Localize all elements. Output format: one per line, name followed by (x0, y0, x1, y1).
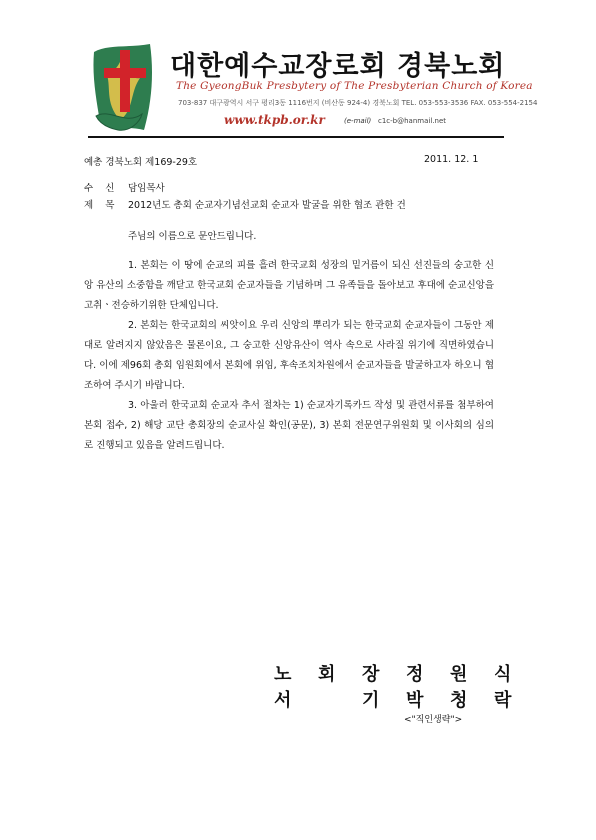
organization-english-name: The GyeongBuk Presbytery of The Presbyterian Church of Korea (176, 80, 533, 92)
body-text (84, 256, 494, 456)
greeting: 주님의 이름으로 문안드립니다. (128, 231, 257, 242)
recipient-label: 수 신 (84, 183, 115, 194)
seal-omitted-note: <"직인생략"> (404, 715, 463, 725)
signature-char: 기 (362, 690, 380, 711)
presbytery-logo (90, 42, 162, 134)
email-link[interactable]: c1c-b@hanmail.net (378, 117, 446, 125)
signature-char: 장 (362, 664, 380, 685)
paragraph-1: 1. 본회는 이 땅에 순교의 피를 흘려 한국교회 성장의 밑거름이 되신 선진들의 숭고한 신앙 유산의 소중함을 깨닫고 한국교회 순교자들을 기념하며 그 유족들을 돌아보고 후대에 순교신앙을 고취ㆍ전승하기위한 단체입니다. (84, 260, 494, 311)
paragraph-2: 2. 본회는 한국교회의 씨앗이요 우리 신앙의 뿌리가 되는 한국교회 순교자들이 그동안 제대로 알려지지 않았음은 물론이요, 그 숭고한 신앙유산이 역사 속으로 사라질 위기에 직면하였습니다. 이에 제96회 총회 임원회에서 본회에 위임, 후속조치차원에서 순교자들을 발굴하고자 하오니 협조하여 주시기 바랍니다. (84, 320, 494, 391)
signature-char: 회 (318, 664, 336, 685)
subject-label: 제 목 (84, 200, 115, 211)
document-date: 2011. 12. 1 (424, 154, 479, 165)
signature-char: 정 (406, 664, 424, 685)
logo-cross-vertical (120, 50, 130, 112)
signature-clerk (274, 686, 538, 712)
paragraph-3: 3. 아울러 한국교회 순교자 추서 절차는 1) 순교자기록카드 작성 및 관련서류를 첨부하여 본회 접수, 2) 해당 교단 총회장의 순교사실 확인(공문), 3) 본회 전문연구위원회 및 이사회의 심의로 진행되고 있음을 알려드립니다. (84, 400, 494, 451)
website-link[interactable]: www.tkpb.or.kr (224, 113, 325, 127)
document-number: 예총 경북노회 제169-29호 (84, 157, 198, 168)
signature-char: 노 (274, 664, 292, 685)
signature-chair (274, 660, 538, 686)
header-divider (88, 136, 504, 138)
subject: 2012년도 총회 순교자기념선교회 순교자 발굴을 위한 협조 관한 건 (128, 200, 406, 211)
signature-char: 식 (494, 664, 512, 685)
organization-address: 703-837 대구광역시 서구 평리3동 1116번지 (비산동 924-4) 경북노회 TEL. 053-553-3536 FAX. 053-554-2154 (178, 99, 538, 107)
organization-title: 대한예수교장로회 경북노회 (170, 51, 506, 82)
signature-char: 청 (450, 690, 468, 711)
signature-char: 서 (274, 690, 292, 711)
signature-char: 박 (406, 690, 424, 711)
signature-char: 원 (450, 664, 468, 685)
email-label: (e-mail) (344, 117, 372, 125)
logo-cross-horizontal (104, 68, 146, 78)
recipient: 담임목사 (128, 183, 165, 194)
signature-char: 락 (494, 690, 512, 711)
